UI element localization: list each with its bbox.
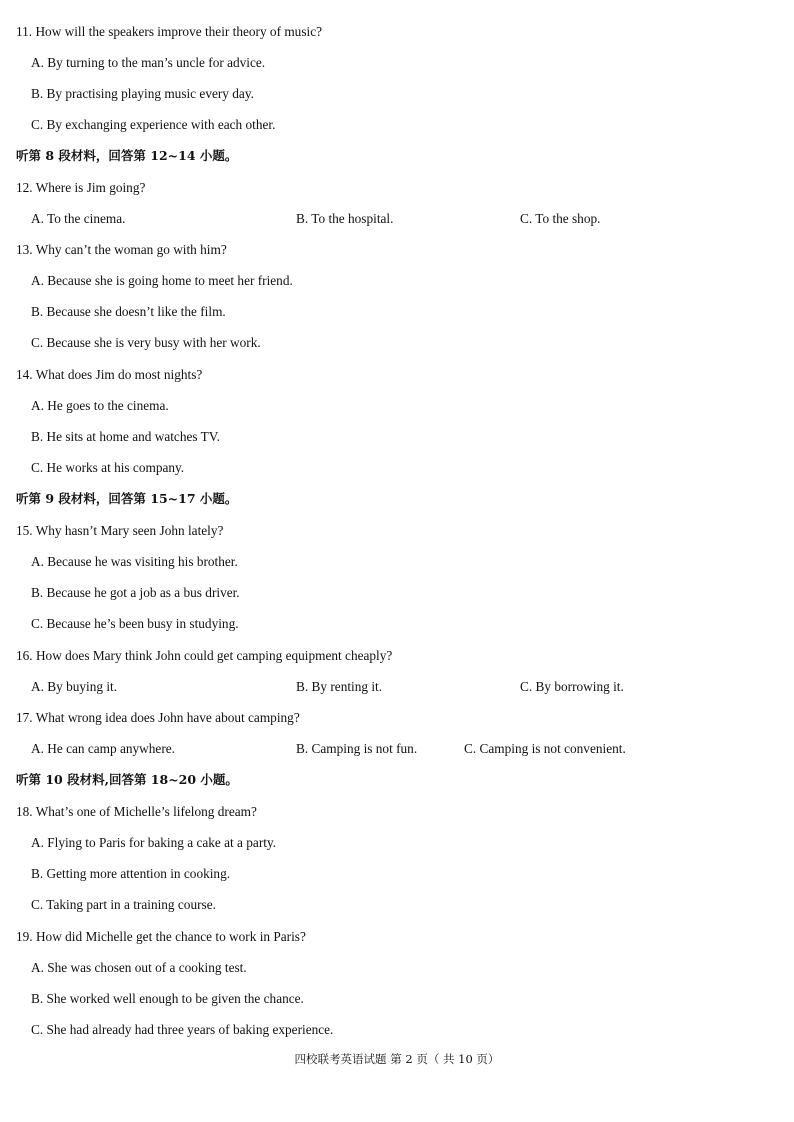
q11-option-b: B. By practising playing music every day.	[31, 86, 254, 101]
q16-option-a: A. By buying it.	[31, 679, 118, 694]
q14-option-c: C. He works at his company.	[31, 460, 185, 475]
q15-option-c: C. Because he’s been busy in studying.	[31, 616, 239, 631]
question-12: 12. Where is Jim going?	[16, 180, 146, 195]
section-8-heading: 听第 8 段材料，回答第 12~14 小题。	[16, 148, 238, 163]
q12-option-a: A. To the cinema.	[31, 211, 126, 226]
question-13: 13. Why can’t the woman go with him?	[16, 242, 227, 257]
q18-option-c: C. Taking part in a training course.	[31, 897, 216, 912]
question-14: 14. What does Jim do most nights?	[16, 367, 203, 382]
q13-option-c: C. Because she is very busy with her work.	[31, 335, 261, 350]
q19-option-b: B. She worked well enough to be given the chance.	[31, 991, 304, 1006]
question-16: 16. How does Mary think John could get camping equipment cheaply?	[16, 648, 393, 663]
q18-option-a: A. Flying to Paris for baking a cake at a party.	[31, 835, 277, 850]
q15-option-b: B. Because he got a job as a bus driver.	[31, 585, 240, 600]
q17-option-b: B. Camping is not fun.	[296, 741, 418, 756]
q19-option-a: A. She was chosen out of a cooking test.	[31, 960, 247, 975]
q17-option-a: A. He can camp anywhere.	[31, 741, 175, 756]
question-11: 11. How will the speakers improve their theory of music?	[16, 24, 322, 39]
q18-option-b: B. Getting more attention in cooking.	[31, 866, 231, 881]
q11-option-a: A. By turning to the man’s uncle for advice.	[31, 55, 266, 70]
question-15: 15. Why hasn’t Mary seen John lately?	[16, 523, 224, 538]
q16-option-c: C. By borrowing it.	[520, 679, 624, 694]
q16-option-b: B. By renting it.	[296, 679, 383, 694]
q11-option-c: C. By exchanging experience with each other.	[31, 117, 276, 132]
question-18: 18. What’s one of Michelle’s lifelong dream?	[16, 804, 257, 819]
q17-option-c: C. Camping is not convenient.	[464, 741, 626, 756]
question-17: 17. What wrong idea does John have about camping?	[16, 710, 300, 725]
q12-option-c: C. To the shop.	[520, 211, 601, 226]
section-10-heading: 听第 10 段材料,回答第 18~20 小题。	[16, 772, 238, 787]
q14-option-b: B. He sits at home and watches TV.	[31, 429, 220, 444]
q14-option-a: A. He goes to the cinema.	[31, 398, 169, 413]
question-19: 19. How did Michelle get the chance to work in Paris?	[16, 929, 306, 944]
page-footer: 四校联考英语试题 第 2 页（ 共 10 页）	[294, 1052, 500, 1066]
q15-option-a: A. Because he was visiting his brother.	[31, 554, 238, 569]
q13-option-a: A. Because she is going home to meet her friend.	[31, 273, 293, 288]
q12-option-b: B. To the hospital.	[296, 211, 394, 226]
section-9-heading: 听第 9 段材料，回答第 15~17 小题。	[16, 491, 238, 506]
q13-option-b: B. Because she doesn’t like the film.	[31, 304, 226, 319]
q19-option-c: C. She had already had three years of baking experience.	[31, 1022, 334, 1037]
